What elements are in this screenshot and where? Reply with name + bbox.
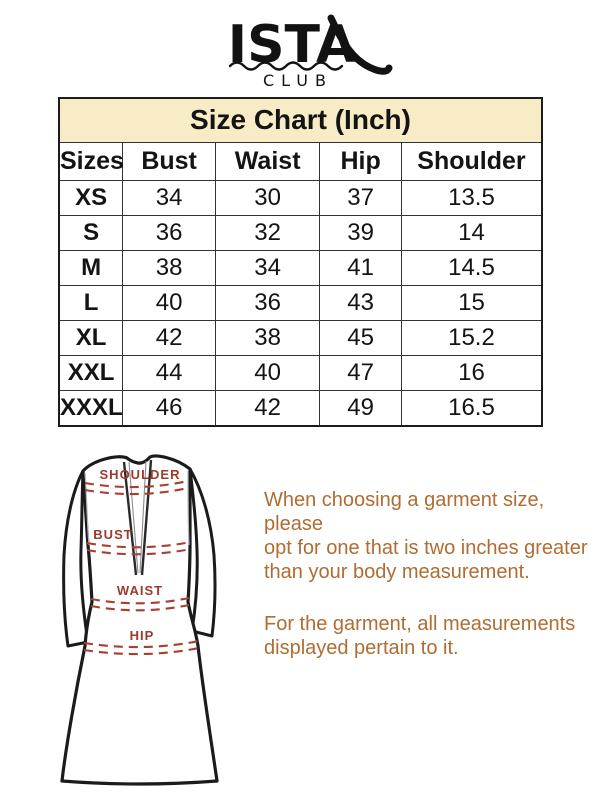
cell-hip: 49 xyxy=(320,391,402,427)
cell-hip: 37 xyxy=(320,181,402,216)
size-label: L xyxy=(59,286,123,321)
size-label: XXXL xyxy=(59,391,123,427)
cell-bust: 46 xyxy=(123,391,216,427)
cell-shoulder: 14.5 xyxy=(401,251,542,286)
cell-bust: 42 xyxy=(123,321,216,356)
note-line: displayed pertain to it. xyxy=(264,637,459,659)
cell-hip: 41 xyxy=(320,251,402,286)
table-row-xxxl xyxy=(59,391,542,427)
column-header-shoulder: Shoulder xyxy=(401,143,542,181)
column-header-row xyxy=(59,143,542,181)
size-label: XS xyxy=(59,181,123,216)
size-label: XXL xyxy=(59,356,123,391)
bust-label: BUST xyxy=(93,527,133,542)
size-chart-table xyxy=(58,97,543,427)
right-sleeve xyxy=(190,469,215,636)
cell-shoulder: 16.5 xyxy=(401,391,542,427)
cell-bust: 44 xyxy=(123,356,216,391)
table-row-xxl xyxy=(59,356,542,391)
waist-label: WAIST xyxy=(116,583,164,598)
cell-shoulder: 13.5 xyxy=(401,181,542,216)
note-line: than your body measurement. xyxy=(264,561,530,583)
table-title-row xyxy=(59,98,542,143)
cell-shoulder: 15.2 xyxy=(401,321,542,356)
cell-waist: 34 xyxy=(215,251,319,286)
shoulder-label: SHOULDER xyxy=(99,467,181,482)
brand-logo xyxy=(180,0,420,96)
cell-waist: 36 xyxy=(215,286,319,321)
table-row-s xyxy=(59,216,542,251)
cell-waist: 38 xyxy=(215,321,319,356)
cell-bust: 40 xyxy=(123,286,216,321)
cell-bust: 34 xyxy=(123,181,216,216)
table-row-xl xyxy=(59,321,542,356)
cell-hip: 43 xyxy=(320,286,402,321)
column-header-hip: Hip xyxy=(320,143,402,181)
column-header-waist: Waist xyxy=(215,143,319,181)
cell-shoulder: 14 xyxy=(401,216,542,251)
cell-waist: 32 xyxy=(215,216,319,251)
garment-measurement-diagram xyxy=(28,450,268,802)
table-row-m xyxy=(59,251,542,286)
table-row-l xyxy=(59,286,542,321)
column-header-bust: Bust xyxy=(123,143,216,181)
hip-label: HIP xyxy=(129,628,155,643)
table-title: Size Chart (Inch) xyxy=(59,98,542,143)
note-line: For the garment, all measurements xyxy=(264,613,576,635)
cell-waist: 40 xyxy=(215,356,319,391)
column-header-sizes: Sizes xyxy=(59,143,123,181)
sizing-advice-note xyxy=(264,488,594,584)
note-line: When choosing a garment size, please xyxy=(264,489,545,535)
cell-bust: 38 xyxy=(123,251,216,286)
measurement-scope-note xyxy=(264,612,594,660)
size-label: S xyxy=(59,216,123,251)
cell-hip: 45 xyxy=(320,321,402,356)
brand-name: ISTA xyxy=(227,15,357,75)
cell-waist: 42 xyxy=(215,391,319,427)
size-label: XL xyxy=(59,321,123,356)
cell-hip: 47 xyxy=(320,356,402,391)
size-label: M xyxy=(59,251,123,286)
cell-bust: 36 xyxy=(123,216,216,251)
cell-hip: 39 xyxy=(320,216,402,251)
cell-waist: 30 xyxy=(215,181,319,216)
brand-subtitle: CLUB xyxy=(263,71,333,90)
cell-shoulder: 15 xyxy=(401,286,542,321)
table-row-xs xyxy=(59,181,542,216)
note-line: opt for one that is two inches greater xyxy=(264,537,588,559)
cell-shoulder: 16 xyxy=(401,356,542,391)
